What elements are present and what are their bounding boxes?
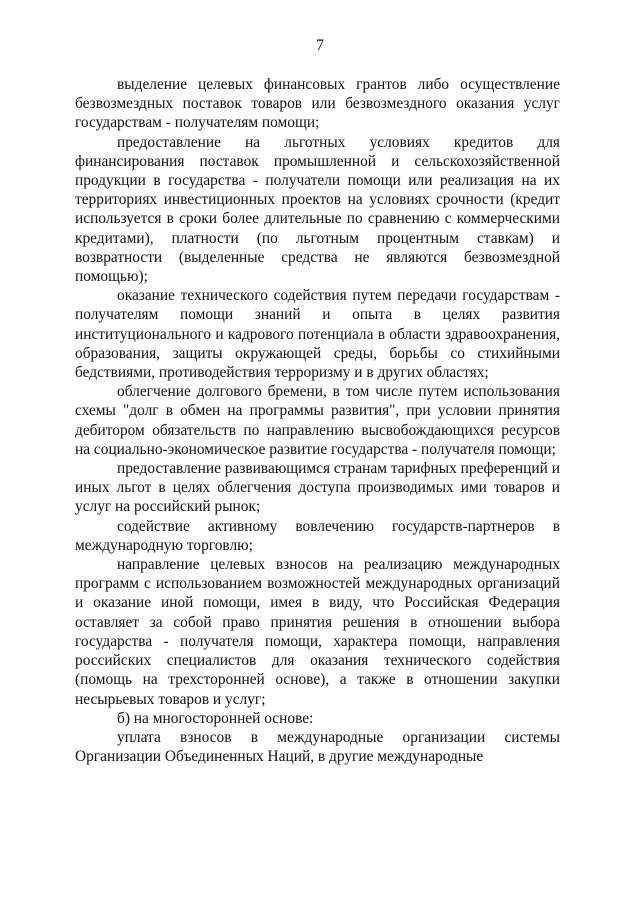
paragraph-un-contributions: уплата взносов в международные организации системы Организации Объединенных Наций, в другие международные: [75, 728, 560, 766]
document-body: [75, 75, 560, 766]
paragraph-multilateral-heading: б) на многосторонней основе:: [117, 709, 314, 727]
paragraph-targeted-contributions: направление целевых взносов на реализацию международных программ с использованием возможностей международных организаций и оказание иной помощи, имея в виду, что Российская Федерация оставляет за собой право принятия решения в отношении выбора государства - получателя помощи, характера помощи, направления российских специалистов для оказания технического содействия (помощь на трехсторонней основе), а также в отношении закупки несырьевых товаров и услуг;: [75, 556, 560, 708]
paragraph-credits: предоставление на льготных условиях кредитов для финансирования поставок промышленной и сельскохозяйственной продукции в государства - получатели помощи или реализация на их территориях инвестиционных проектов на условиях срочности (кредит используется в сроки более длительные по сравнению с коммерческими кредитами), платности (по льготным процентным ставкам) и возвратности (выделенные средства не являются безвозмездной помощью);: [75, 133, 560, 286]
page-number: 7: [316, 37, 324, 54]
paragraph-technical-assistance: оказание технического содействия путем передачи государствам - получателям помощи знаний и опыта в целях развития институционального и кадрового потенциала в области здравоохранения, образования, защиты окружающей среды, борьбы со стихийными бедствиями, противодействия терроризму и в других областях;: [75, 287, 560, 382]
paragraph-trade-involvement: содействие активному вовлечению государств-партнеров в международную торговлю;: [75, 517, 560, 554]
paragraph-tariff-preferences: предоставление развивающимся странам тарифных преференций и иных льгот в целях облегчения доступа производимых ими товаров и услуг на российский рынок;: [75, 460, 560, 516]
paragraph-grants: выделение целевых финансовых грантов либо осуществление безвозмездных поставок товаров или безвозмездного оказания услуг государствам - получателям помощи;: [75, 76, 560, 132]
paragraph-debt-relief: облегчение долгового бремени, в том числе путем использования схемы "долг в обмен на программы развития", при условии принятия дебитором обязательств по направлению высвобождающихся ресурсов на социально-экономическое развитие государства - получателя помощи;: [75, 383, 560, 458]
